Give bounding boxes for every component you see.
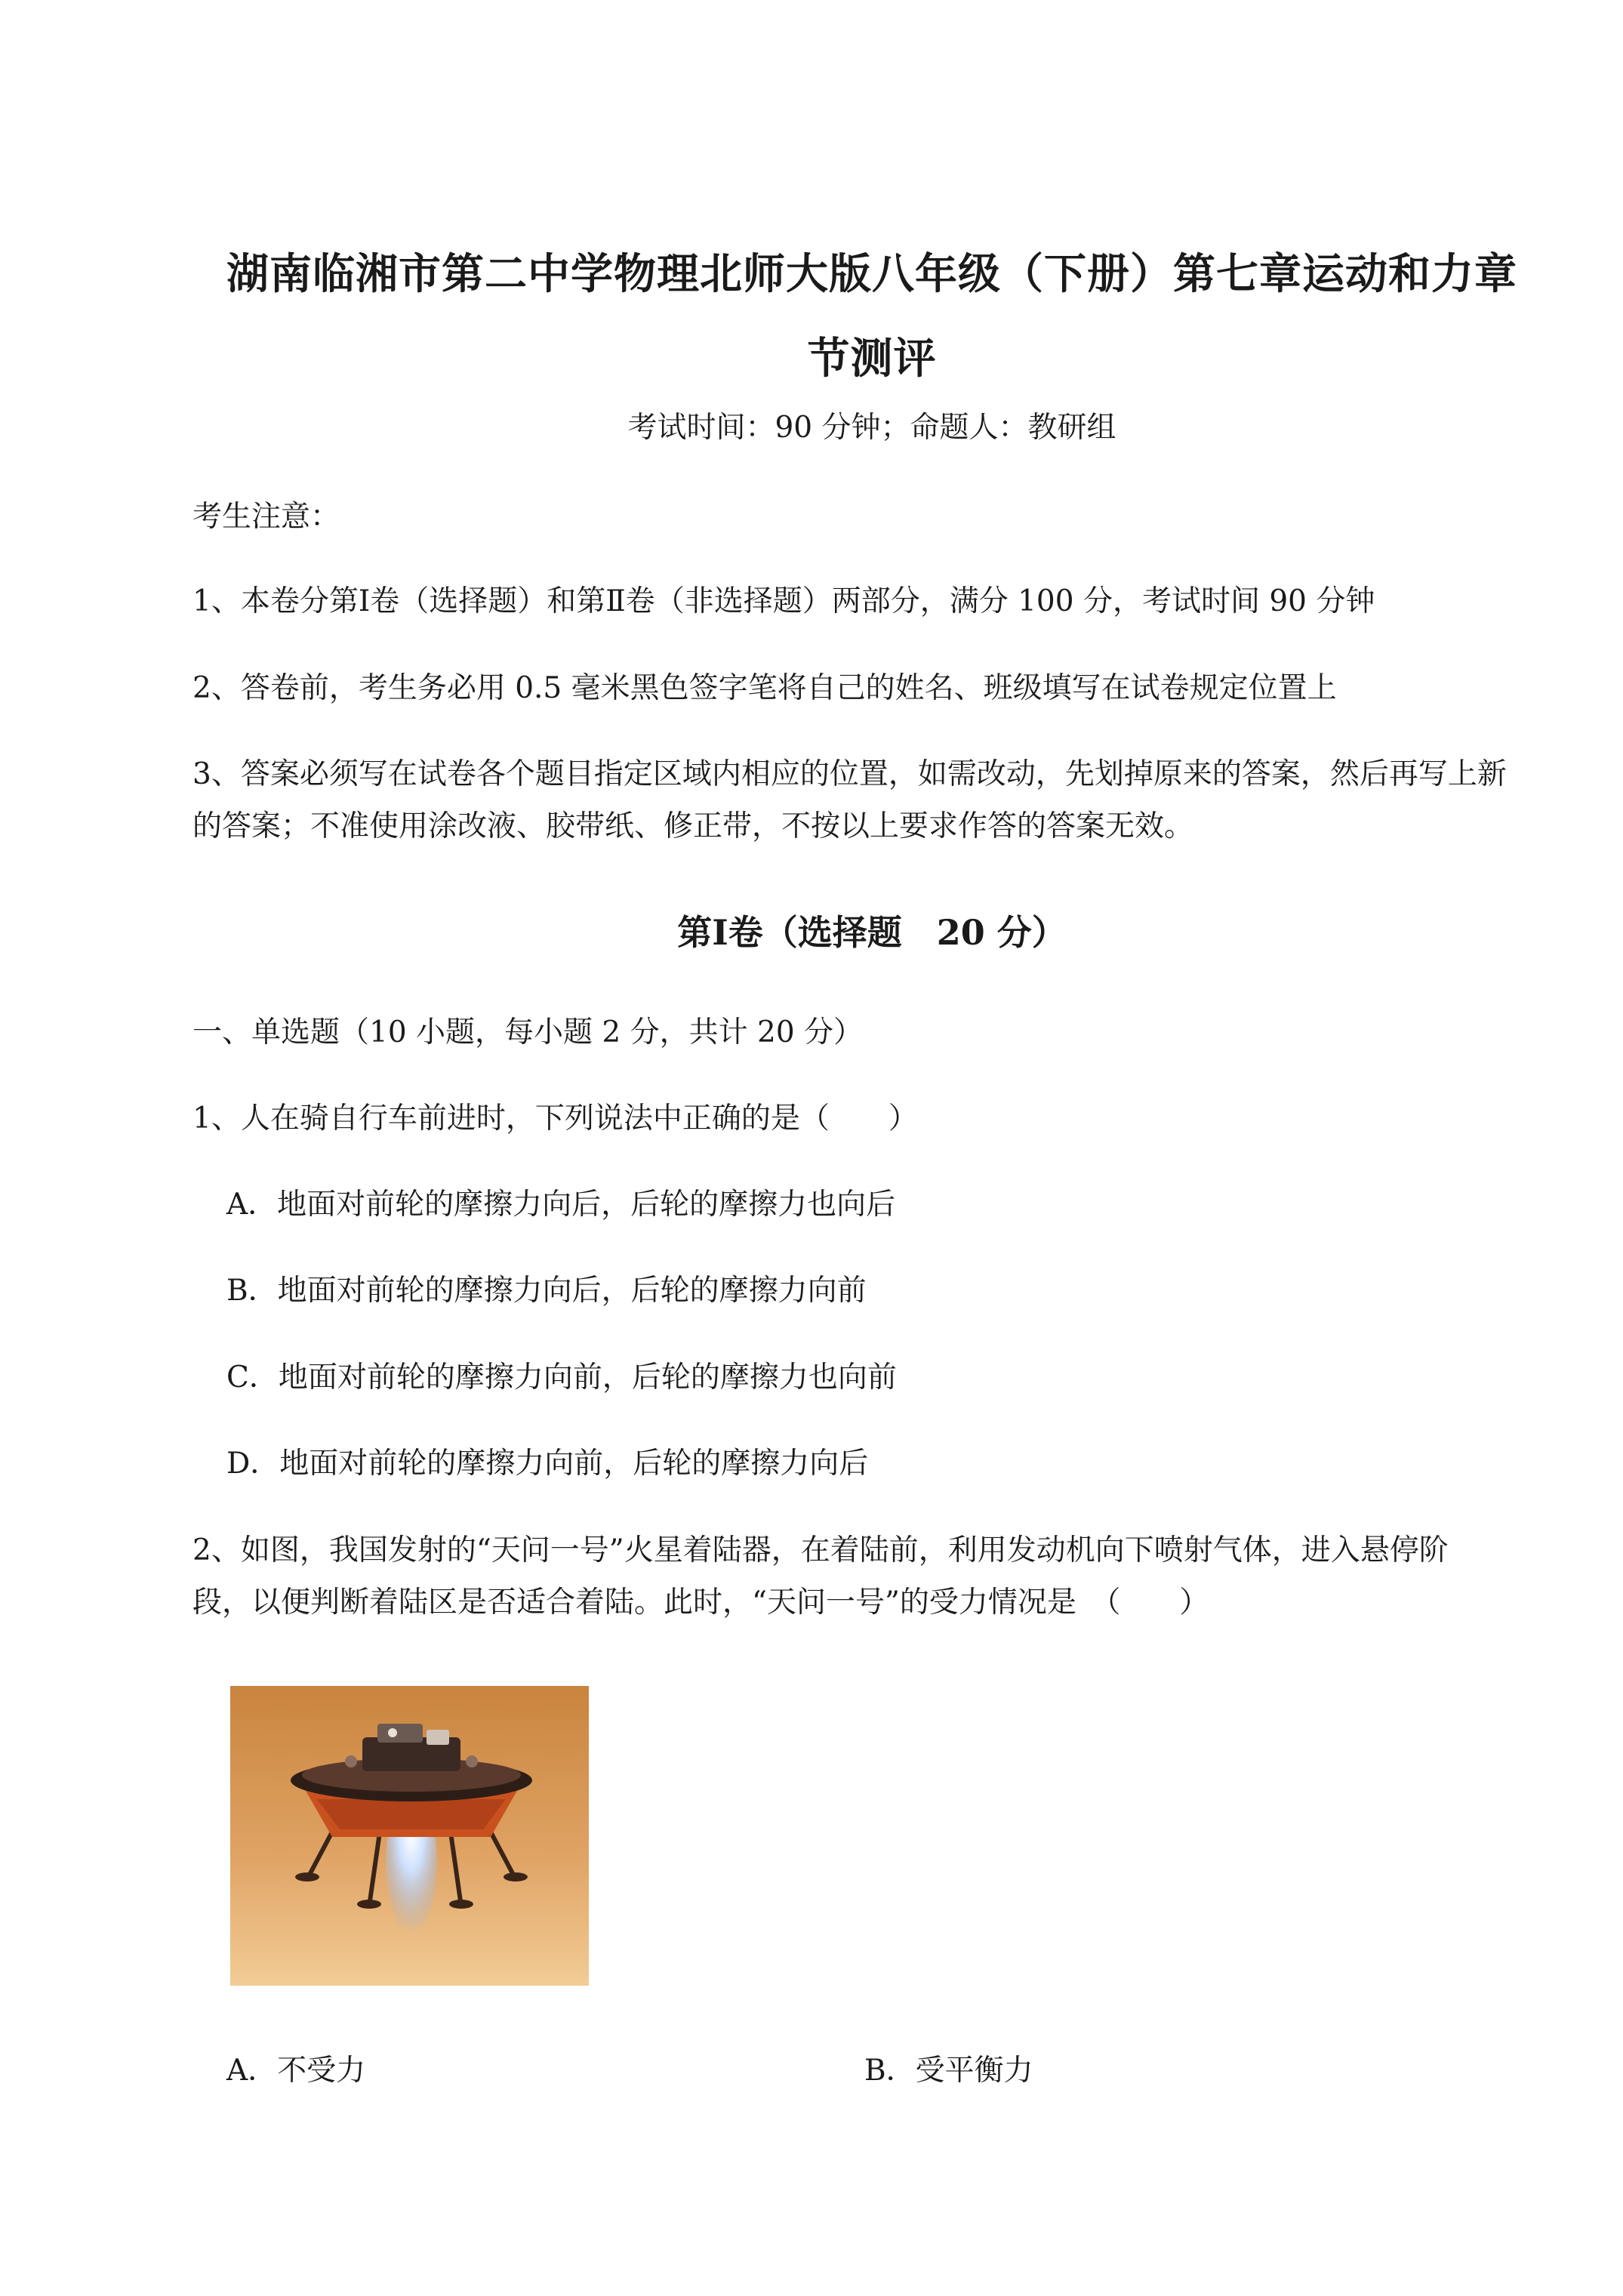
notice-item-3-line2: 的答案；不准使用涂改液、胶带纸、修正带，不按以上要求作答的答案无效。 bbox=[192, 809, 1194, 843]
exam-title-line1: 湖南临湘市第二中学物理北师大版八年级（下册）第七章运动和力章 bbox=[226, 249, 1517, 299]
exam-meta: 考试时间：90 分钟；命题人：教研组 bbox=[627, 411, 1116, 445]
question-2-stem-line2: 段，以便判断着陆区是否适合着陆。此时，“天问一号”的受力情况是 （ ） bbox=[192, 1586, 1209, 1620]
notice-item-1: 1、本卷分第Ⅰ卷（选择题）和第Ⅱ卷（非选择题）两部分，满分 100 分，考试时间 90 分钟 bbox=[192, 584, 1375, 618]
question-1-option-c: C．地面对前轮的摩擦力向前，后轮的摩擦力也向前 bbox=[226, 1361, 897, 1395]
notice-item-2: 2、答卷前，考生务必用 0.5 毫米黑色签字笔将自己的姓名、班级填写在试卷规定位置上 bbox=[192, 671, 1337, 705]
question-2-option-a: A．不受力 bbox=[226, 2054, 366, 2088]
section-title: 第Ⅰ卷（选择题 20 分） bbox=[677, 912, 1067, 953]
question-2-stem-line1: 2、如图，我国发射的“天问一号”火星着陆器，在着陆前，利用发动机向下喷射气体，进入悬停阶 bbox=[192, 1533, 1449, 1567]
notice-heading: 考生注意： bbox=[192, 500, 340, 534]
exam-title-line2: 节测评 bbox=[807, 334, 937, 384]
question-1-stem: 1、人在骑自行车前进时，下列说法中正确的是（ ） bbox=[192, 1102, 918, 1136]
question-2-option-b: B．受平衡力 bbox=[864, 2054, 1033, 2088]
part-heading: 一、单选题（10 小题，每小题 2 分，共计 20 分） bbox=[192, 1015, 864, 1049]
question-1-option-b: B．地面对前轮的摩擦力向后，后轮的摩擦力向前 bbox=[226, 1274, 867, 1308]
question-1-option-a: A．地面对前轮的摩擦力向后，后轮的摩擦力也向后 bbox=[226, 1188, 896, 1222]
mars-lander-image bbox=[230, 1686, 589, 1986]
notice-item-3-line1: 3、答案必须写在试卷各个题目指定区域内相应的位置，如需改动，先划掉原来的答案，然后再写上新 bbox=[192, 757, 1507, 791]
question-1-option-d: D．地面对前轮的摩擦力向前，后轮的摩擦力向后 bbox=[226, 1447, 869, 1481]
